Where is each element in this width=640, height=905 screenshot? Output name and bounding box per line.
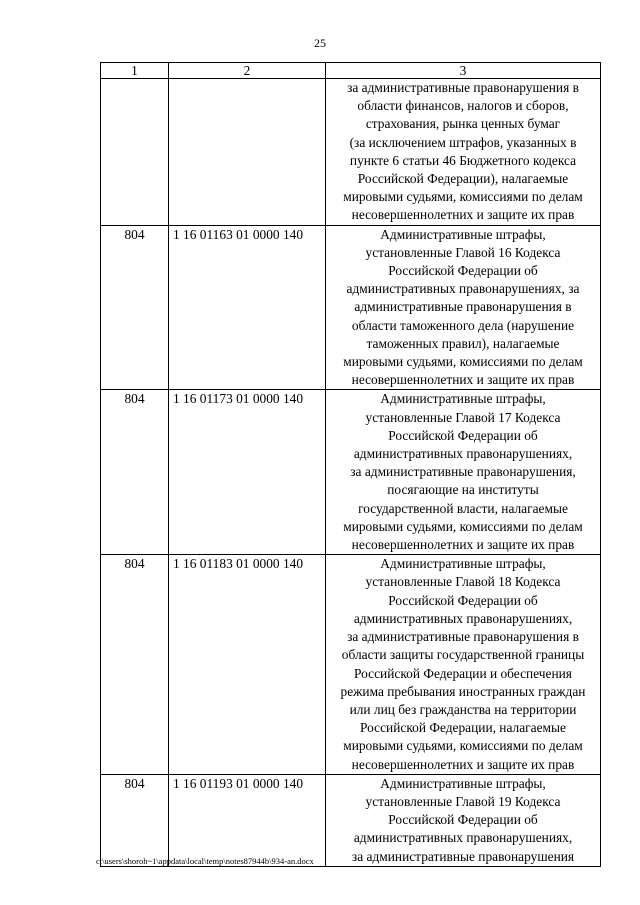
- description-line: мировыми судьями, комиссиями по делам: [343, 354, 583, 370]
- table-row: [101, 774, 601, 866]
- description-line: области финансов, налогов и сборов,: [357, 98, 569, 114]
- description-cell: [326, 555, 601, 774]
- description-line: Административные штрафы,: [380, 775, 546, 791]
- description-line: Административные штрафы,: [380, 556, 546, 572]
- description-line: административных правонарушениях, за: [346, 281, 580, 297]
- description-line: установленные Главой 18 Кодекса: [365, 574, 561, 590]
- budget-classification-code-cell: 1 16 01163 01 0000 140: [169, 225, 326, 390]
- description-line: таможенных правил), налагаемые: [366, 335, 560, 351]
- budget-classification-code-cell: 1 16 01193 01 0000 140: [169, 774, 326, 866]
- description-line: области таможенного дела (нарушение: [351, 317, 575, 333]
- description-line: несовершеннолетних и защите их прав: [351, 372, 575, 388]
- description-line: режима пребывания иностранных граждан: [340, 683, 586, 699]
- table-header-row: [101, 63, 601, 79]
- description-line: административных правонарушениях,: [353, 830, 573, 846]
- table-row: [101, 79, 601, 226]
- table-row: [101, 390, 601, 555]
- budget-classification-code-cell: 1 16 01173 01 0000 140: [169, 390, 326, 555]
- column-header-2: 2: [169, 63, 326, 79]
- budget-codes-table: [100, 62, 601, 867]
- description-line: (за исключением штрафов, указанных в: [349, 134, 577, 150]
- admin-code-cell: 804: [101, 555, 169, 774]
- description-line: мировыми судьями, комиссиями по делам: [343, 518, 583, 534]
- description-line: за административные правонарушения: [351, 848, 575, 864]
- description-line: Российской Федерации об: [388, 263, 538, 279]
- description-line: государственной власти, налагаемые: [358, 500, 568, 516]
- description-line: посягающие на институты: [387, 482, 539, 498]
- description-line: пункте 6 статьи 46 Бюджетного кодекса: [349, 152, 577, 168]
- table-row: [101, 225, 601, 390]
- description-line: административных правонарушениях,: [353, 610, 573, 626]
- description-line: за административные правонарушения,: [350, 464, 576, 480]
- description-line: Российской Федерации об: [388, 427, 538, 443]
- description-line: установленные Главой 17 Кодекса: [365, 409, 561, 425]
- description-line: за административные правонарушения в: [347, 629, 579, 645]
- description-line: Российской Федерации и обеспечения: [354, 665, 572, 681]
- description-line: Административные штрафы,: [380, 226, 546, 242]
- description-cell: [326, 79, 601, 226]
- description-cell: [326, 225, 601, 390]
- column-header-3: 3: [326, 63, 601, 79]
- description-line: Российской Федерации, налагаемые: [360, 720, 566, 736]
- admin-code-cell: [101, 79, 169, 226]
- description-line: административных правонарушениях,: [353, 446, 573, 462]
- column-header-1: 1: [101, 63, 169, 79]
- budget-classification-code-cell: 1 16 01183 01 0000 140: [169, 555, 326, 774]
- description-line: несовершеннолетних и защите их прав: [351, 537, 575, 553]
- table-body: [101, 79, 601, 867]
- description-line: административные правонарушения в: [354, 299, 572, 315]
- description-line: или лиц без гражданства на территории: [349, 701, 577, 717]
- footer-file-path: c:\users\shoroh~1\appdata\local\temp\notes87944b\934-an.docx: [96, 856, 314, 866]
- description-line: несовершеннолетних и защите их прав: [351, 207, 575, 223]
- description-cell: [326, 774, 601, 866]
- description-line: установленные Главой 19 Кодекса: [365, 793, 561, 809]
- description-line: Российской Федерации об: [388, 592, 538, 608]
- description-line: Российской Федерации), налагаемые: [357, 171, 569, 187]
- description-line: области защиты государственной границы: [341, 647, 585, 663]
- table-row: [101, 555, 601, 774]
- admin-code-cell: 804: [101, 390, 169, 555]
- description-line: страхования, рынка ценных бумаг: [365, 116, 561, 132]
- description-line: Российской Федерации об: [388, 812, 538, 828]
- description-cell: [326, 390, 601, 555]
- page-number: 25: [314, 36, 326, 50]
- description-line: мировыми судьями, комиссиями по делам: [343, 189, 583, 205]
- description-line: за административные правонарушения в: [347, 80, 579, 95]
- admin-code-cell: 804: [101, 225, 169, 390]
- admin-code-cell: 804: [101, 774, 169, 866]
- description-line: установленные Главой 16 Кодекса: [365, 244, 561, 260]
- description-line: мировыми судьями, комиссиями по делам: [343, 738, 583, 754]
- description-line: несовершеннолетних и защите их прав: [351, 756, 575, 772]
- description-line: Административные штрафы,: [380, 391, 546, 407]
- budget-classification-code-cell: [169, 79, 326, 226]
